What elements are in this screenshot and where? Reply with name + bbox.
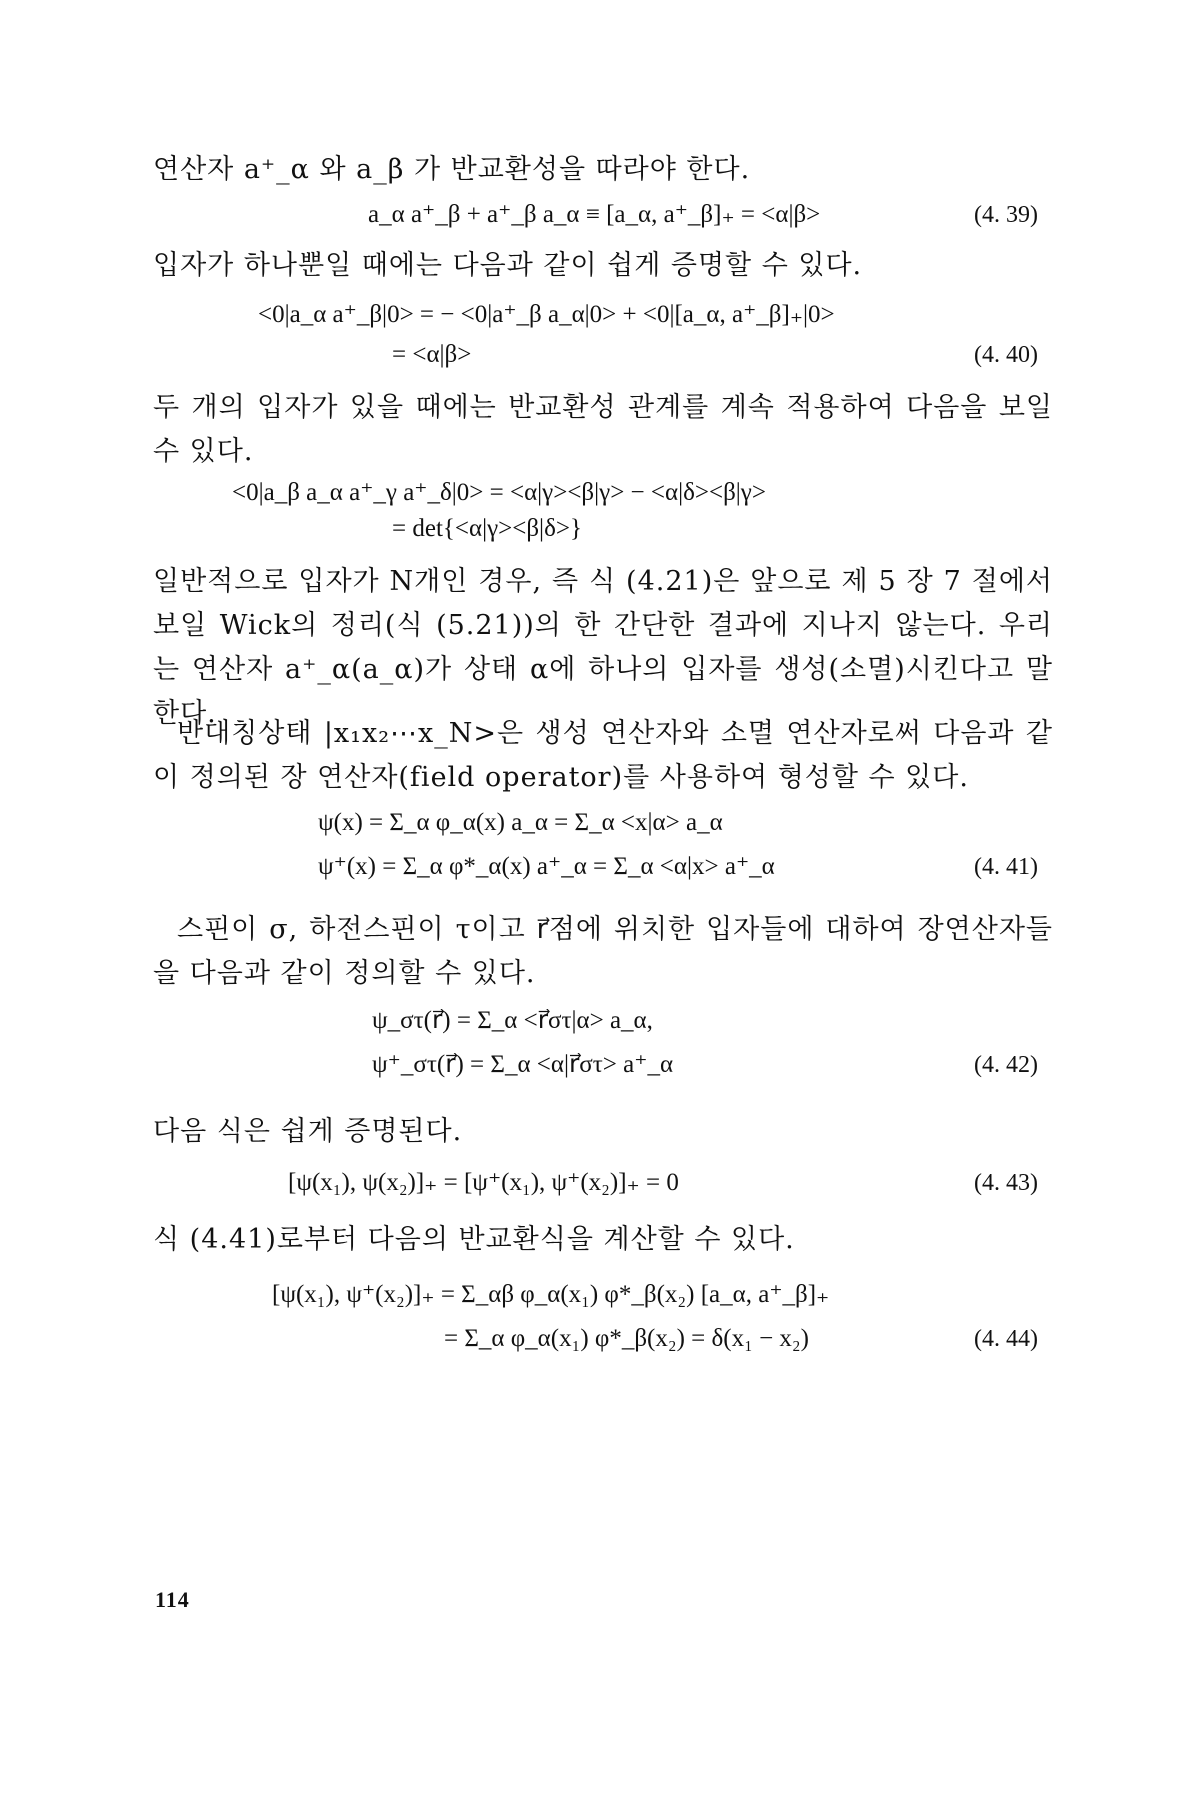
equation-4-40-line2: = <α|β> [392, 341, 472, 368]
paragraph-spin-isospin: 스핀이 σ, 하전스핀이 τ이고 r⃗점에 위치한 입자들에 대하여 장연산자들을 다음과 같이 정의할 수 있다. [153, 914, 1053, 989]
equation-number-4-43: (4. 43) [974, 1170, 1038, 1196]
equation-determinant-line1: <0|a_β a_α a⁺_γ a⁺_δ|0> = <α|γ><β|γ> − <α|δ><β|γ> [232, 479, 766, 506]
paragraph-anticommutator-calc: 식 (4.41)로부터 다음의 반교환식을 계산할 수 있다. [153, 1224, 795, 1255]
equation-number-4-44: (4. 44) [974, 1326, 1038, 1352]
equation-number-4-40: (4. 40) [974, 342, 1038, 368]
equation-4-44-line1: [ψ(x₁), ψ⁺(x₂)]₊ = Σ_αβ φ_α(x₁) φ*_β(x₂) [a_α, a⁺_β]₊ [272, 1281, 830, 1308]
equation-4-40-line1: <0|a_α a⁺_β|0> = − <0|a⁺_β a_α|0> + <0|[a_α, a⁺_β]₊|0> [258, 301, 835, 328]
paragraph-wick-theorem: 일반적으로 입자가 N개인 경우, 즉 식 (4.21)은 앞으로 제 5 장 7 절에서 보일 Wick의 정리(식 (5.21))의 한 간단한 결과에 지나지 않는다. 우리는 연산자 a⁺_α(a_α)가 상태 α에 하나의 입자를 생성(소멸)시킨다고 말한다. [153, 566, 1053, 729]
paragraph-two-particles: 두 개의 입자가 있을 때에는 반교환성 관계를 계속 적용하여 다음을 보일 수 있다. [153, 392, 1053, 467]
page-number: 114 [155, 1587, 190, 1612]
equation-4-42-line2: ψ⁺_στ(r⃗) = Σ_α <α|r⃗στ> a⁺_α [372, 1051, 674, 1078]
equation-4-42-line1: ψ_στ(r⃗) = Σ_α <r⃗στ|α> a_α, [372, 1007, 653, 1034]
equation-4-41-line2: ψ⁺(x) = Σ_α φ*_α(x) a⁺_α = Σ_α <α|x> a⁺_α [318, 853, 775, 880]
equation-number-4-42: (4. 42) [974, 1052, 1038, 1078]
equation-4-43: [ψ(x₁), ψ(x₂)]₊ = [ψ⁺(x₁), ψ⁺(x₂)]₊ = 0 [288, 1169, 679, 1196]
equation-number-4-41: (4. 41) [974, 854, 1038, 880]
equation-4-39: a_α a⁺_β + a⁺_β a_α ≡ [a_α, a⁺_β]₊ = <α|β> [368, 201, 821, 228]
paragraph-single-particle: 입자가 하나뿐일 때에는 다음과 같이 쉽게 증명할 수 있다. [153, 250, 863, 281]
equation-number-4-39: (4. 39) [974, 202, 1038, 228]
paragraph-easily-proved: 다음 식은 쉽게 증명된다. [153, 1116, 463, 1147]
equation-4-44-line2: = Σ_α φ_α(x₁) φ*_β(x₂) = δ(x₁ − x₂) [444, 1325, 809, 1352]
equation-4-41-line1: ψ(x) = Σ_α φ_α(x) a_α = Σ_α <x|α> a_α [318, 809, 723, 836]
equation-determinant-line2: = det{<α|γ><β|δ>} [392, 515, 582, 542]
paragraph-anticommutation-intro: 연산자 a⁺_α 와 a_β 가 반교환성을 따라야 한다. [153, 154, 751, 185]
paragraph-field-operator: 반대칭상태 |x₁x₂⋯x_N>은 생성 연산자와 소멸 연산자로써 다음과 같이 정의된 장 연산자(field operator)를 사용하여 형성할 수 있다. [153, 718, 1053, 793]
